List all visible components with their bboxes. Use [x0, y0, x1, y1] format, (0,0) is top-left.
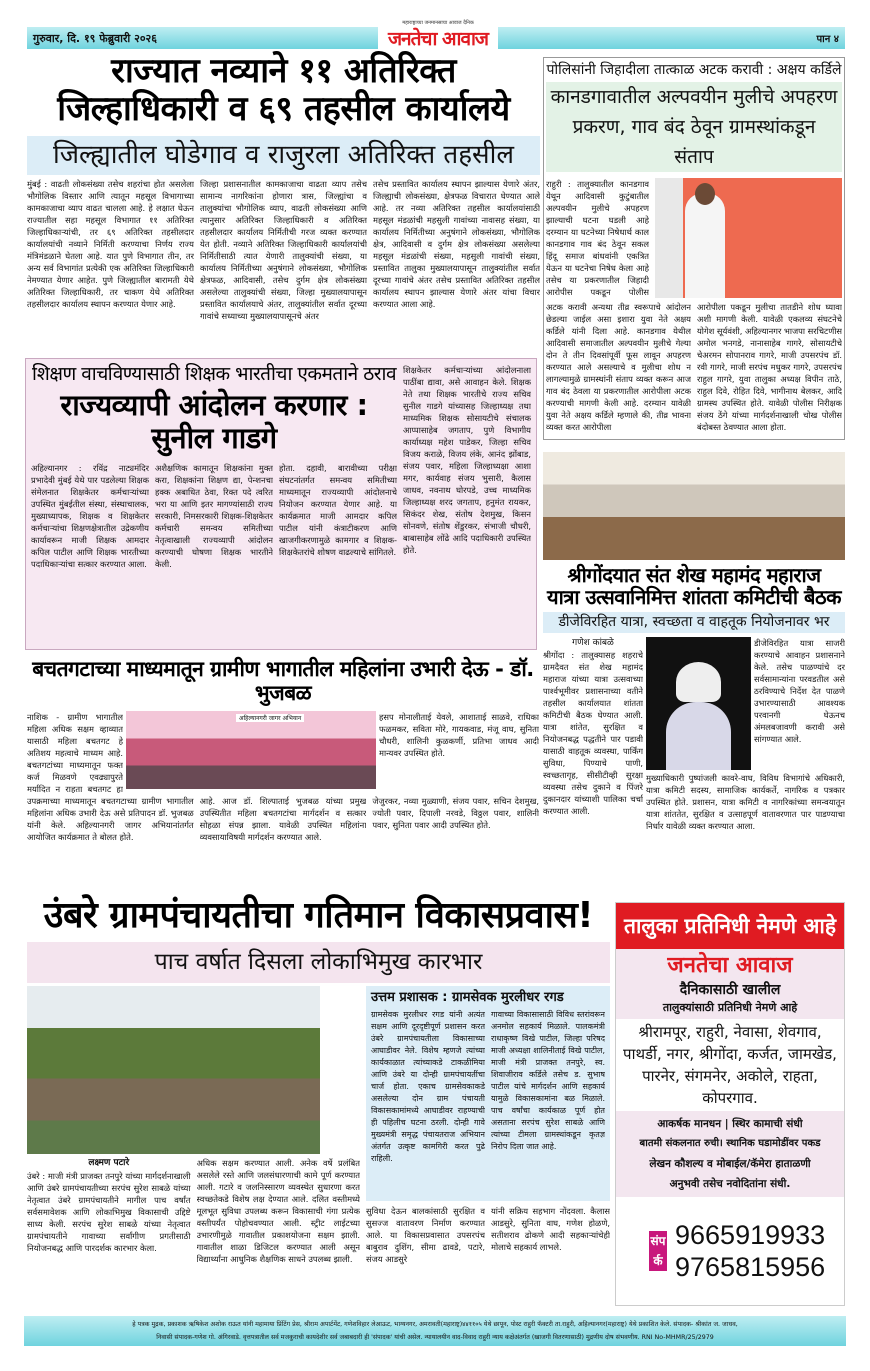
story5-headline-2: यात्रा उत्सवानिमित्त शांतता कमिटीची बैठक — [547, 585, 841, 610]
contact-label: संपर्क — [649, 1231, 667, 1271]
story3-headline-2: राज्यव्यापी आंदोलन करणार : सुनील गाडगे — [60, 388, 368, 455]
story3-box — [25, 358, 537, 650]
page-number: पान ४ — [816, 34, 839, 45]
ad-line2: तालुक्यांसाठी प्रतिनिधी नेमणे आहे — [662, 1001, 798, 1015]
story5-headline-1: श्रीगोंदयात संत शेख महामंद महाराज — [567, 563, 821, 587]
ad-perk: अनुभवी तसेच नवोदितांना संधी. — [669, 1178, 791, 1191]
story4 — [27, 658, 539, 882]
ad-perk: बातमी संकलनात रुची। स्थानिक घडामोडींवर पकड — [639, 1138, 821, 1150]
ad-perks — [616, 1111, 844, 1197]
story1-headline-2: जिल्हाधिकारी व ६९ तहसील कार्यालये — [57, 89, 510, 130]
phone-number-1[interactable]: 9665919933 — [675, 1220, 826, 1251]
ad-line1: दैनिकासाठी खालील — [679, 982, 781, 999]
story1-headline-1: राज्यात नव्याने ११ अतिरिक्त — [111, 51, 456, 91]
story2-col: अटक करावी अन्यथा तीव्र स्वरूपाचे आंदोलन छेडल्या जाईल असा इशारा युवा नेते अक्षय कर्डिले यांनी दिला आहे. कानडगाव येथील आदिवासी समाजातील अल्पवयीन मुलीचे गेल्या दोन ते तीन दिवसांपूर्वी फूस लावून अपहरण करण्यात आले असल्याचे व मुलीचा शोध न लागल्यामुळे ग्रामस्थांनी संताप व्यक्त करून आज गाव बंद ठेवला या प्रकरणातील आरोपीला अटक करण्याची मागणी केली आहे. दरम्यान यावेळी युवा नेते अक्षय कर्डिले म्हणाले की, तीव्र भावना व्यक्त करत आरोपीला — [546, 301, 691, 432]
phone-number-2[interactable]: 9765815956 — [675, 1252, 826, 1283]
story5-col: डीजेविरहित यात्रा साजरी करण्याचे आवाहन प्रशासनाने केले. तसेच पाळण्यांचे दर सर्वसामान्यांना परवडतील असे ठरविण्याचे निर्देश देत पाळणे उभारण्यासाठी आवश्यक परवानगी घेऊनच अंमलबजावणी करावी असे सांगण्यात आले. — [754, 638, 845, 745]
ad-logo-panel — [616, 949, 844, 1019]
speaker-photo — [655, 178, 842, 298]
story3-col: शिक्षकेतर कर्मचाऱ्यांच्या आंदोलनाला पाठींबा द्यावा, असे आवाहन केले. शिक्षक नेते तथा शिक्षक भारतीचे राज्य सचिव सुनील गाडगे यांच्यासह जिल्हाध्यक्ष तथा माध्यमिक शिक्षक सोसायटीचे संचालक आप्पासाहेब जगताप, पुणे विभागीय कार्याध्यक्ष महेश पाडेकर, जिल्हा सचिव विजय कराळे, विजय लंके, आनंद झोंबाड, संजय पवार, महिला जिल्हाध्यक्षा आशा मगर, कार्यवाह संजय भुसारी, कैलास जाधव, नवनाथ घोरपडे, उच्च माध्यमिक जिल्हाध्यक्ष शरद जगताप, हनुमंत रायकर, सिकंदर शेख, संतोष देशमुख, किसन सोनवणे, संतोष शेंडुरकर, संभाजी चौधरी, बाबासाहेब लोंढे आदि पदाधिकारी उपस्थित होते. — [403, 365, 531, 555]
story4-col: उपक्रमाच्या माध्यमातून बचतगटाच्या ग्रामीण भागातील महिलांना अधिक उभारी देऊ असे प्रतिपादन डॉ. भुजबळ यांनी केले. अहिल्यानगरी जागर अभियानांतर्गत आयोजित कार्यक्रमात ते बोलत होते. — [27, 796, 194, 843]
story2-headline: कानडगावातील अल्पवयीन मुलीचे अपहरण प्रकरण, गाव बंद ठेवून ग्रामस्थांकडून संताप — [546, 82, 842, 172]
story3-col: होता. दहावी, बारावीच्या परीक्षा संघटनांतर्गत समन्वय समितीच्या माध्यमातून राज्यव्यापी आंदोलनाचे नियोजन करण्यात येणार आहे. या कार्यक्रमात माजी आमदार कपिल पाटील यांनी कंत्राटीकरण आणि खाजगीकरणामुळे कामगार व शिक्षक-शिक्षकेतरांचे शोषण वाढल्याचे सांगितले. — [279, 463, 397, 558]
imprint-footer — [24, 1316, 846, 1346]
story3-headline-1: शिक्षण वाचविण्यासाठी शिक्षक भारतीचा एकमताने ठराव — [31, 363, 397, 385]
ad-perk: आकर्षक मानधन | स्थिर कामाची संधी — [657, 1118, 803, 1131]
story4-col: जेजुरकर, नव्या मुळ्याणी, संजय पवार, सचिन देशमुख, ज्योती पवार, दिपाली नरवडे, विठ्ठल पवार, शालिनी पवार, सुनिता पवार आदी उपस्थित होते. — [372, 796, 540, 831]
story5 — [543, 452, 845, 882]
story5-byline: गणेश कांबळे — [572, 638, 614, 649]
story1-col: जिल्हा प्रशासनातील कामकाजाचा वाढता व्याप तसेच सामान्य नागरिकांना होणारा त्रास, जिल्ह्यांचा व तालुक्यांचा भौगोलिक व्याप, वाढती लोकसंख्या आणि त्यानुसार अतिरिक्त जिल्हाधिकारी व अतिरिक्त तहसीलदार कार्यालय निर्मितीची गरज व्यक्त करण्यात येत होती. नव्याने अतिरिक्त जिल्हाधिकारी कार्यालयांची निर्मितीसाठी त्यात येणारी तालुक्यांची संख्या, या कार्यालय निर्मितीच्या अनुषंगाने लोकसंख्या, भौगोलिक क्षेत्रफळ, आदिवासी, तसेच दुर्गम क्षेत्र लोकसंख्या असलेल्या तालुक्यांची संख्या, जिल्हा मुख्यालयापासून प्रस्तावित कार्यालयाचे अंतर, तालुक्यांतील सर्वात दूरच्या गावांचे सध्याच्या मुख्यालयापासूनचे अंतर — [200, 178, 367, 321]
site-visit-photo — [27, 986, 320, 1154]
recruitment-ad — [615, 902, 845, 1306]
story6-col: उंबरे : माजी मंत्री प्राजक्त तनपुरे यांच्या मार्गदर्शनाखाली आणि उंबरे ग्रामपंचायतीच्या सरपंच सुरेश साबळे यांच्या नेतृत्वात उंबरे ग्रामपंचायतीने मागील पाच वर्षांत सर्वसमावेशक आणि लोकाभिमुख विकासाची उद्दिष्टे साध्य केली. सरपंच सुरेश साबळे यांच्या नेतृत्वात ग्रामपंचायतीने गावाच्या सर्वांगीण प्रगतीसाठी नियोजनबद्ध आणि पारदर्शक कारभार केला. — [27, 1171, 191, 1254]
story3-col: अशैक्षणिक कामातून शिक्षकांना मुक्त करा, शिक्षकांना शिक्षण द्या, पेन्शनचा हक्क अबाधित ठेवा, रिक्त पदे त्वरित भरा या आणि इतर मागण्यांसाठी राज्य सरकारी, निमसरकारी शिक्षक-शिक्षकेतर कर्मचारी समन्वय समितीच्या नेतृत्वाखाली राज्यव्यापी आंदोलन करण्याची घोषणा शिक्षक भारतीने केली. — [155, 463, 273, 570]
issue-date: गुरुवार, दि. १९ फेब्रुवारी २०२६ — [33, 32, 157, 45]
photo-banner-text: अहिल्यानगरी जागर अभियान — [236, 714, 304, 722]
story4-col: नाशिक - ग्रामीण भागातील महिला अधिक सक्षम व्हाव्यात यासाठी महिला बचतगट हे अतिशय महत्वाचे माध्यम आहे. बचतगटांच्या माध्यमातून फक्त कर्ज मिळवणे एवढ्यापुरते मर्यादित न राहता बचतगट हा — [27, 712, 123, 794]
ad-logo: जनतेचा आवाज — [667, 953, 793, 979]
imprint-line-2: निवासी संपादक-गणेश गो. अंगिरवाडे. वृत्तपत्रातील सर्व मजकुराची कायदेशीर सर्व जबाबदारी ही 'संपादक' यांची असेल. न्यायालयीन वाद-विवाद राहुरी न्याय कक्षेअंतर्गत (खाजगी वितरणासाठी) मुद्रणीय दोष संभवणीय. RNI No-MHMR/25/2979 — [156, 1334, 714, 1341]
administrator-box — [366, 986, 610, 1201]
story2-col: आरोपीला पकडून मुलीचा तातडीने शोध घ्यावा अशी मागणी केली. यावेळी एकलव्य संघटनेचे योगेश सूर्यवंशी, अहिल्यानगर भाजपा सरचिटणीस अमोल भनगडे, नानासाहेब गागरे, सोसायटीचे चेअरमन सोपानराव गागरे, माजी उपसरपंच डॉ. रवी गागरे, माजी सरपंच मधुकर गागरे, उपसरपंच राहुल गागरे, युवा तालुका अध्यक्ष विपीन ताठे, राहुल दिवे, रोहित दिवे, भागीनाथ बेलकर, आदि ग्रामस्थ उपस्थित होते. यावेळी पोलीस निरीक्षक संजय ठेंगे यांच्या मार्गदर्शनाखाली चोख पोलीस बंदोबस्त ठेवण्यात आला होता. — [697, 301, 842, 432]
ad-perk: लेखन कौशल्य व मोबाईल/कॅमेरा हाताळणी — [649, 1158, 811, 1171]
story1-subhead: जिल्ह्यातील घोडेगाव व राजुरला अतिरिक्त तहसील — [27, 136, 540, 175]
meeting-photo — [543, 452, 845, 560]
story1-col: तसेच प्रस्तावित कार्यालय स्थापन झाल्यास येणारे अंतर, जिल्ह्याची लोकसंख्या, क्षेत्रफळ विचारात घेण्यात आले आहे. तर नव्या अतिरिक्त तहसील कार्यालयांसाठी महसूल मंडळांची महसुली गावांच्या नावासह संख्या, या कार्यालय निर्मितीच्या अनुषंगाने लोकसंख्या, भौगोलिक क्षेत्र, आदिवासी व दुर्गम क्षेत्र लोकसंख्या असलेल्या महसूल मंडळांची संख्या, महसुली गावांची संख्या, प्रस्तावित तालुका मुख्यालयापासून तालुक्यांतील सर्वात दूरच्या गावांचे अंतर तसेच प्रस्तावित अतिरिक्त तहसील कार्यालय स्थापन झाल्यास येणारे अंतर यांचा विचार करण्यात आला आहे. — [373, 178, 540, 309]
ad-title: तालुका प्रतिनिधी नेमणे आहे — [616, 903, 844, 949]
saint-portrait — [646, 637, 751, 770]
story1 — [27, 52, 540, 335]
story6-subhead: पाच वर्षात दिसला लोकाभिमुख कारभार — [27, 942, 610, 983]
logo-wordmark: जनतेचा आवाज — [387, 28, 489, 50]
administrator-box-title: उत्तम प्रशासक : ग्रामसेवक मुरलीधर रगड — [371, 990, 564, 1006]
logo-tagline: महाराष्ट्राच्या जनमानसाचा आवाज दैनिक — [402, 20, 474, 26]
imprint-line-1: हे पत्रक मुद्रक, प्रकाशक ऋषिकेश अशोक राऊत यांनी महामाया प्रिंटिंग प्रेस, श्रीराम अपार्टमेंट, गणेशविहार लेआऊट, भाग्यनगर, अमरावती(महाराष्ट्र)४४११०५ येथे छापून, पोस्ट राहुरी फॅक्टरी ता.राहुरी, अहिल्यानगर(महाराष्ट्र) येथे प्रकाशित केले. संपादक- श्रीकांत ज. जाधव, — [132, 1321, 738, 1328]
story6 — [27, 896, 610, 1310]
story4-col: आहे. आज डॉ. शिल्पाताई भुजबळ यांच्या प्रमुख उपस्थितीत महिला बचतगटांचा मार्गदर्शन व सत्कार सोहळा संपन्न झाला. यावेळी उपस्थित महिलांना व्यवसायाविषयी मार्गदर्शन करण्यात आले. — [199, 796, 367, 843]
story2-box — [543, 57, 845, 440]
story2-col: राहुरी : तालुक्यातील कानडगाव येथून आदिवासी कुटुंबातील अल्पवयीन मुलीचे अपहरण झाल्याची घटना घडली आहे दरम्यान या घटनेच्या निषेधार्थ काल कानडगाव गाव बंद ठेवून सकल हिंदू समाज बांधवांनी एकत्रित येऊन या घटनेचा निषेध केला आहे तसेच या प्रकरणातील जिहादी आरोपीस पकडून पोलीस — [546, 178, 649, 297]
story3-col: अहिल्यानगर : रविंद्र नाट्यमंदिर प्रभादेवी मुंबई येथे पार पडलेल्या शिक्षक संमेलनात शिक्षकेतर कर्मचाऱ्यांच्या उपस्थित मुंबईतील संस्था, संस्थाचालक, मुख्याध्यापक, शिक्षक व शिक्षकेतर कर्मचाऱ्यांचा शिक्षणक्षेत्रातील उद्रेकणीय कार्यावरून माजी शिक्षक आमदार कपिल पाटील आणि शिक्षक भारतीच्या पदाधिकाऱ्यांचा सत्कार करण्यात आला. — [31, 463, 149, 570]
women-group-photo — [126, 711, 376, 789]
story5-subhead: डीजेविरहित यात्रा, स्वच्छता व वाहतूक नियोजनावर भर — [543, 612, 845, 634]
story2-kicker: पोलिसांनी जिहादीला तात्काळ अटक करावी : अक्षय कर्डिले — [546, 62, 842, 78]
ad-talukas: श्रीरामपूर, राहुरी, नेवासा, शेवगाव, पाथर्डी, नगर, श्रीगोंदा, कर्जत, जामखेड, पारनेर, संगमनेर, अकोले, राहता, कोपरगाव. — [623, 1023, 837, 1108]
story4-col: हसप मोनालीताई येवले, आशाताई साळवे, राधिका फळमकर, सविता मोरे, गायकवाड, मंजू वाघ, सुनिता चौधरी, शालिनी कुळकर्णी, प्रतिभा जाधव आदी मान्यवर उपस्थित होते. — [379, 712, 539, 759]
story6-headline: उंबरे ग्रामपंचायतीचा गतिमान विकासप्रवास! — [43, 895, 594, 936]
story6-col: सुविधा देऊन बालकांसाठी सुरक्षित व सुसज्ज वातावरण निर्माण करण्यात आले. या विकासप्रवासात उपसरपंच बाबुराव दुशिंग, सीमा ढावडे, पटारे, संजय आडसुरे — [366, 1206, 485, 1265]
story5-col: श्रीगोंदा : तालुक्यासह शहराचे ग्रामदैवत संत शेख महामंद महाराज यांच्या यात्रा उत्सवाच्या पार्श्वभूमीवर प्रशासनाच्या वतीने तहसील कार्यालयात शांतता कमिटीची बैठक घेण्यात आली. यात्रा शांतेत, सुरक्षित व नियोजनबद्ध पद्धतीने पार पडावी यासाठी वाहतूक व्यवस्था, पार्किंग सुविधा, पिण्याचे पाणी, स्वच्छतागृह, सीसीटीव्ही सुरक्षा व्यवस्था तसेच दुकाने व पिंजरे दुकानदार यांच्याशी पालिका चर्चा करण्यात आली. — [543, 650, 643, 817]
administrator-box-col: ग्रामसेवक मुरलीधर रगड यांनी अत्यंत सक्षम आणि दूरदृष्टीपूर्ण प्रशासन करत उंबरे ग्रामपंचायतीला विकासाच्या आघाडीवर नेले. विशेष म्हणजे त्यांच्या कार्यकाळात त्यांच्याकडे टाकळीमिया आणि उंबरे या दोन्ही ग्रामपंचायतींचा चार्ज होता. एकाच ग्रामसेवकाकडे असलेल्या दोन ग्राम पंचायती विकासकामांमध्ये आघाडीवर राहण्याची ही पहिलीच घटना ठरली. दोन्ही गावे मुख्यमंत्री समृद्ध पंचायतराज अभियान अंतर्गत उत्कृष्ट कामगिरी करत पुढे राहिली. — [371, 1010, 485, 1164]
story6-byline: लक्ष्मण पटारे — [88, 1158, 130, 1169]
story5-col: मुख्याधिकारी पुष्पांजली कावरे-वाघ, विविध विभागांचे अधिकारी, यात्रा कमिटी सदस्य, सामाजिक कार्यकर्ते, नागरिक व पत्रकार उपस्थित होते. प्रशासन, यात्रा कमिटी व नागरिकांच्या समन्वयातून यात्रा शांततेत, सुरक्षित व उत्साहपूर्ण वातावरणात पार पाडण्याचा निर्धार यावेळी व्यक्त करण्यात आला. — [646, 773, 845, 832]
story4-headline: बचतगटाच्या माध्यमातून ग्रामीण भागातील महिलांना उभारी देऊ - डॉ. भुजबळ — [32, 657, 534, 705]
story1-col: मुंबई : वाढती लोकसंख्या तसेच शहरांचा होत असलेला भौगोलिक विस्तार आणि त्यातून महसूल विभागाच्या कामकाजाचा व्याप वाढत चालला आहे. हे लक्षात घेऊन राज्यातील सहा महसूल विभागात ११ अतिरिक्त जिल्हाधिकाऱ्यांची, तर ६९ अतिरिक्त तहसीलदार कार्यालयांची नव्याने निर्मिती करण्याचा निर्णय राज्य मंत्रिमंडळाने घेतला आहे. यात पुणे विभागात तीन, तर अन्य सर्व विभागांत प्रत्येकी एक अतिरिक्त जिल्हाधिकारी नेमण्यात येणार आहेत. पुणे जिल्ह्यातील बारामती येथे अतिरिक्त जिल्हाधिकारी, तर चाकण येथे अतिरिक्त तहसीलदार कार्यालय स्थापन करण्यात येणार आहे. — [27, 178, 194, 309]
story6-col: अधिक सक्षम करण्यात आली. अनेक वर्षे प्रलंबित असलेले रस्ते आणि जलसंधारणाची कामे पूर्ण करण्यात आली. गटारे व जलनिस्सारण व्यवस्थेत सुधारणा करत स्वच्छतेकडे विशेष लक्ष देण्यात आले. दलित वस्तीमध्ये मूलभूत सुविधा उपलब्ध करून विकासाची गंगा प्रत्येक वस्तीपर्यंत पोहोचवण्यात आली. स्ट्रीट लाईटच्या उभारणीमुळे गावातील प्रकाशयोजना सक्षम झाली. गावातील शाळा डिजिटल करण्यात आली असून विद्यार्थ्यांना आधुनिक शैक्षणिक साधने उपलब्ध झाली. — [196, 1158, 360, 1265]
newspaper-logo — [378, 20, 498, 51]
administrator-box-col: गावाच्या विकासासाठी विविध स्तरांवरून अनमोल सहकार्य मिळाले. पालकमंत्री राधाकृष्ण विखे पाटील, जिल्हा परिषद माजी अध्यक्षा शालिनीताई विखे पाटील, माजी मंत्री प्राजक्त तनपुरे, स्व. शिवाजीराव कर्डिले तसेच ड. सुभाष पाटील यांचे मार्गदर्शन आणि सहकार्य यामुळे विकासकामांना बळ मिळाले. पाच वर्षांचा कार्यकाळ पूर्ण होत असताना सरपंच सुरेश साबळे आणि त्यांच्या टीमला ग्रामस्थांकडून कृतज्ञ निरोप दिला जात आहे. — [491, 1010, 605, 1152]
story6-col: यांनी सक्रिय सहभाग नोंदवला. कैलास आडसुरे, सुनिता वाघ, गणेश होळणे, सतीशराव ढोकणे आदी सहकाऱ्यांचेही मोलाचे सहकार्य लाभले. — [491, 1206, 610, 1253]
